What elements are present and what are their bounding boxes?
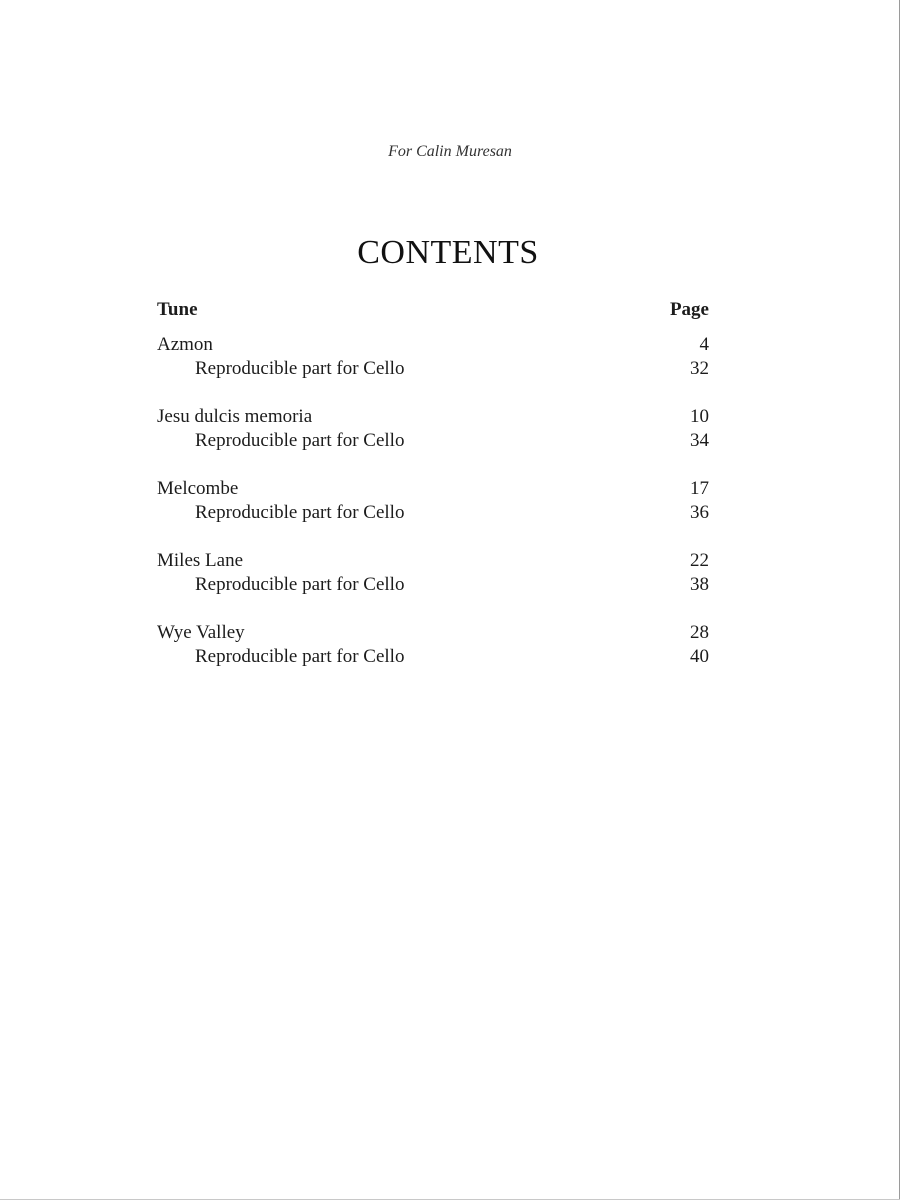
tune-title: Wye Valley [157, 622, 245, 643]
page-number: 22 [690, 550, 709, 571]
part-title: Reproducible part for Cello [195, 358, 405, 379]
page-title: CONTENTS [357, 234, 539, 271]
part-title: Reproducible part for Cello [195, 574, 405, 595]
page-number: 32 [690, 358, 709, 379]
table-of-contents [157, 297, 709, 693]
page-number: 38 [690, 574, 709, 595]
page-number: 34 [690, 430, 709, 451]
page-number: 36 [690, 502, 709, 523]
toc-entry-miles-lane [157, 549, 709, 597]
page-number: 17 [690, 478, 709, 499]
toc-subrow[interactable] [157, 501, 709, 525]
dedication: For Calin Muresan [388, 143, 512, 160]
tune-title: Jesu dulcis memoria [157, 406, 313, 427]
toc-row[interactable] [157, 621, 709, 645]
page-column-header: Page [669, 299, 709, 320]
part-title: Reproducible part for Cello [195, 646, 405, 667]
tune-title: Azmon [157, 334, 213, 355]
part-title: Reproducible part for Cello [195, 502, 405, 523]
toc-row[interactable] [157, 549, 709, 573]
toc-subrow[interactable] [157, 645, 709, 669]
page-number: 10 [690, 406, 709, 427]
toc-subrow[interactable] [157, 573, 709, 597]
toc-subrow[interactable] [157, 357, 709, 381]
toc-subrow[interactable] [157, 429, 709, 453]
toc-entry-wye-valley [157, 621, 709, 669]
page-number: 40 [690, 646, 709, 667]
toc-row[interactable] [157, 477, 709, 501]
toc-row[interactable] [157, 333, 709, 357]
toc-row[interactable] [157, 405, 709, 429]
page-number: 4 [699, 334, 709, 355]
toc-entry-azmon [157, 333, 709, 381]
toc-entry-jesu-dulcis-memoria [157, 405, 709, 453]
part-title: Reproducible part for Cello [195, 430, 405, 451]
tune-column-header: Tune [157, 299, 198, 320]
tune-title: Melcombe [157, 478, 239, 499]
tune-title: Miles Lane [157, 550, 244, 571]
toc-header [157, 297, 709, 323]
page-number: 28 [690, 622, 709, 643]
toc-entry-melcombe [157, 477, 709, 525]
